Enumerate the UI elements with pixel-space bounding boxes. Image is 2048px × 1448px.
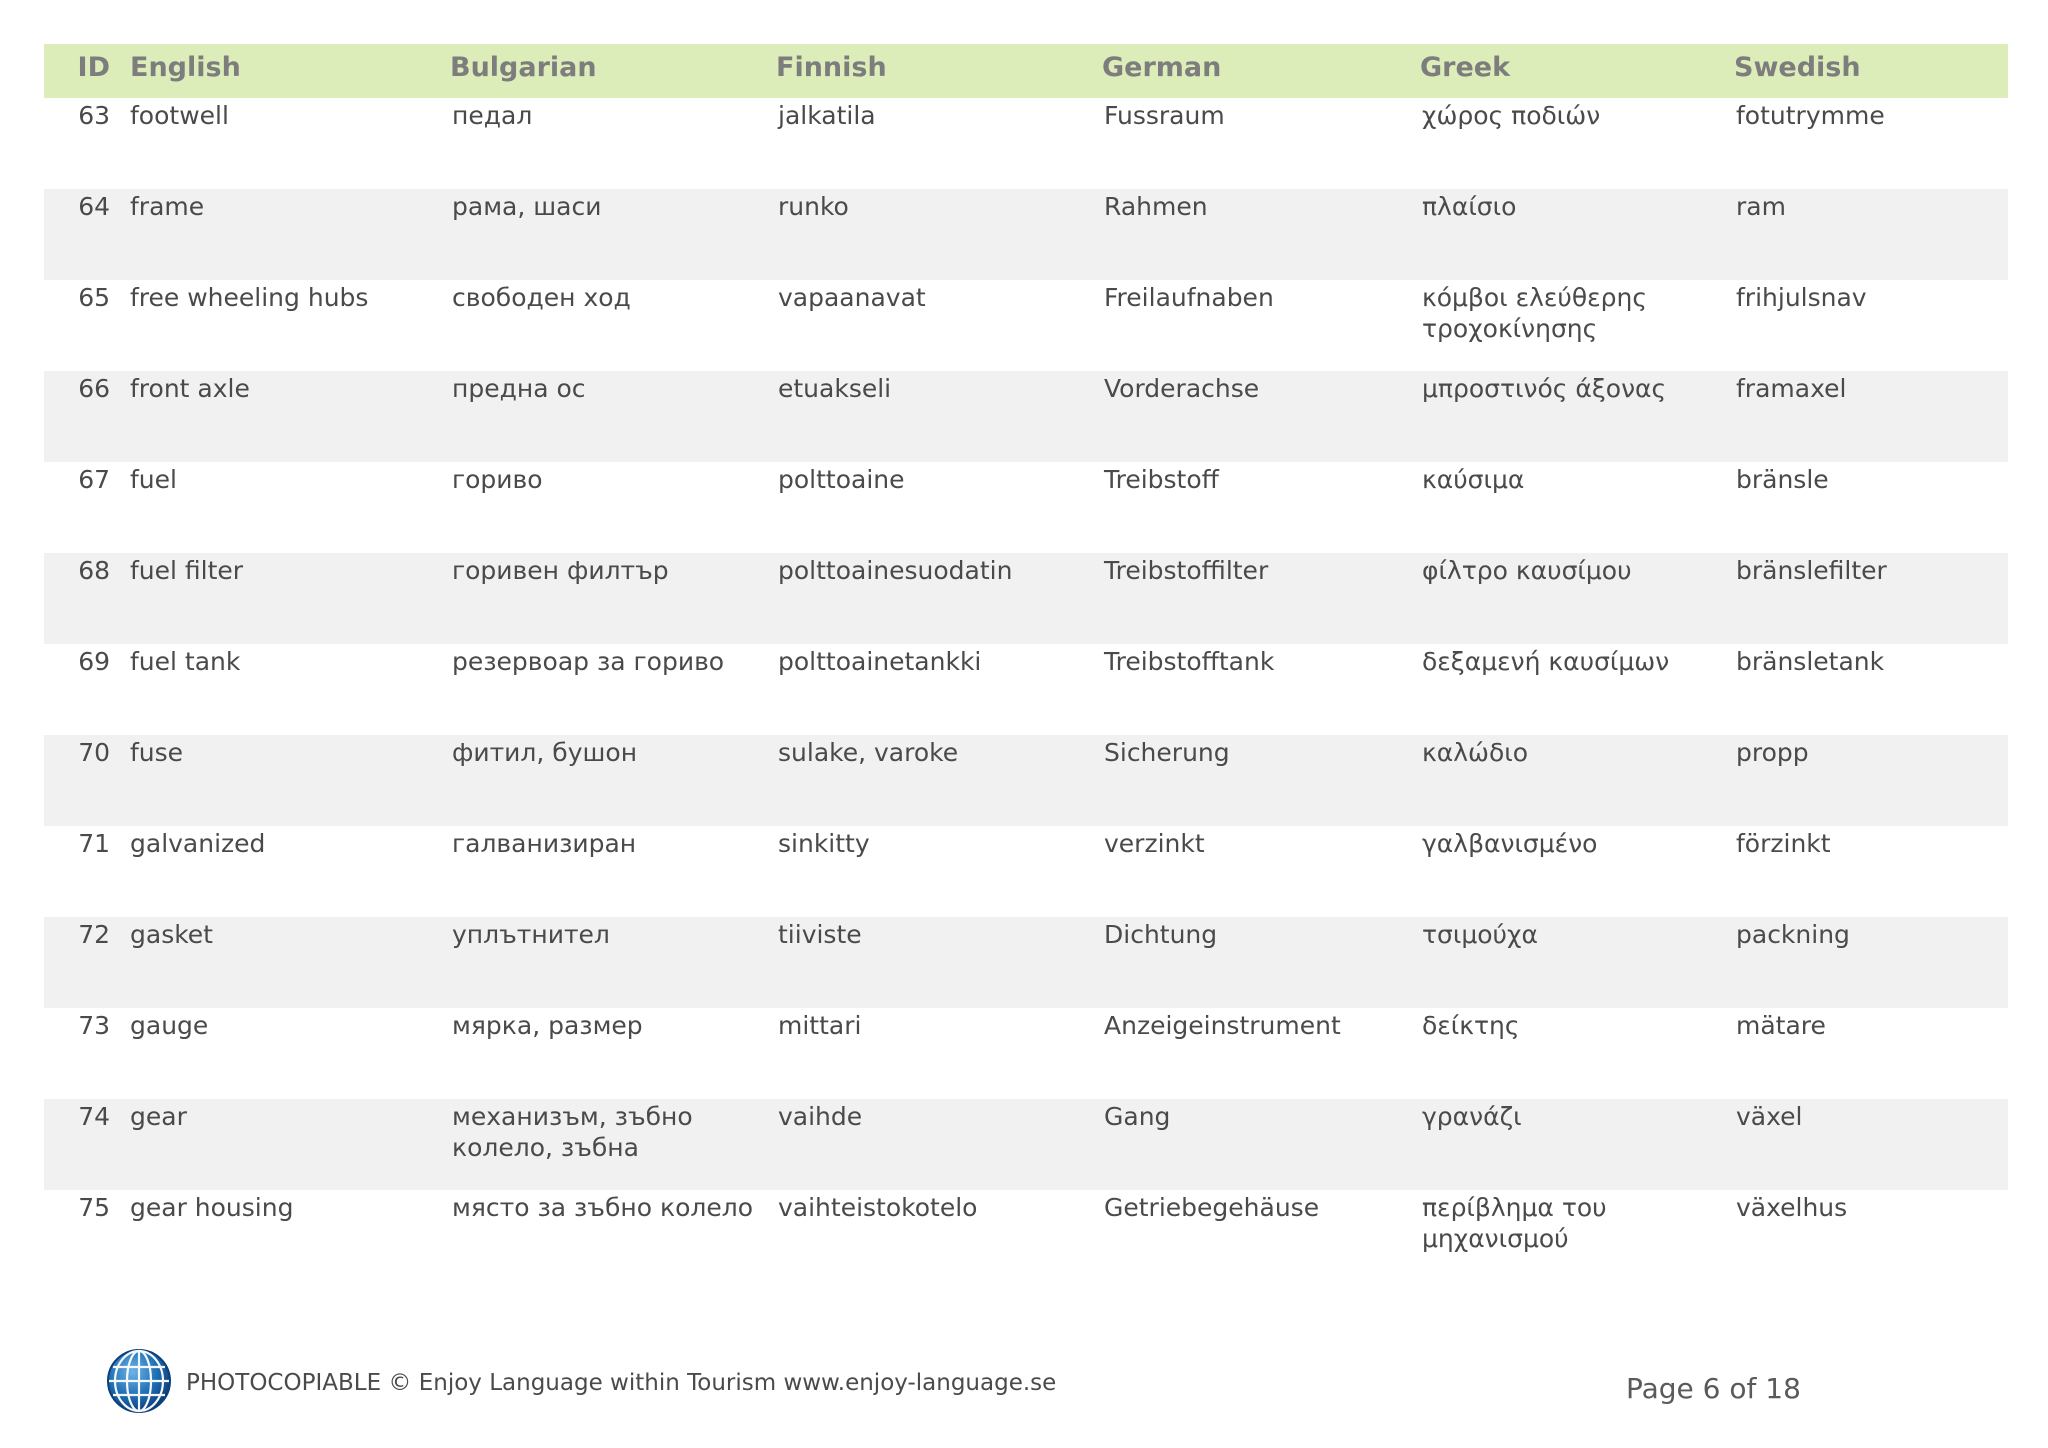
cell-swedish-text: packning bbox=[1736, 920, 1850, 949]
cell-bulgarian bbox=[450, 189, 776, 280]
cell-german-text: Gang bbox=[1104, 1102, 1171, 1131]
cell-english bbox=[130, 371, 450, 462]
cell-swedish-text: bränsle bbox=[1736, 465, 1829, 494]
cell-english bbox=[130, 1008, 450, 1099]
cell-greek-text: πλαίσιο bbox=[1422, 192, 1517, 221]
cell-german bbox=[1102, 735, 1420, 826]
cell-id bbox=[44, 462, 130, 553]
cell-greek bbox=[1420, 189, 1734, 280]
cell-swedish-text: förzinkt bbox=[1736, 829, 1831, 858]
cell-german-text: Fussraum bbox=[1104, 101, 1225, 130]
cell-english bbox=[130, 98, 450, 189]
table-row bbox=[44, 189, 2008, 280]
cell-finnish bbox=[776, 917, 1102, 1008]
cell-finnish bbox=[776, 189, 1102, 280]
cell-bulgarian-text: гориво bbox=[452, 465, 543, 494]
cell-bulgarian-text: уплътнител bbox=[452, 920, 610, 949]
cell-greek bbox=[1420, 98, 1734, 189]
cell-bulgarian-text: механизъм, зъбно колело, зъбна bbox=[452, 1102, 693, 1162]
cell-swedish-text: växel bbox=[1736, 1102, 1803, 1131]
cell-greek-text: κόμβοι ελεύθερης τροχοκίνησης bbox=[1422, 283, 1648, 343]
cell-id bbox=[44, 280, 130, 371]
cell-greek-text: καύσιμα bbox=[1422, 465, 1525, 494]
cell-german-text: Rahmen bbox=[1104, 192, 1208, 221]
cell-swedish bbox=[1734, 1099, 2008, 1190]
cell-english-text: fuel bbox=[130, 465, 177, 494]
cell-english bbox=[130, 280, 450, 371]
cell-greek-text: τσιμούχα bbox=[1422, 920, 1538, 949]
table-row bbox=[44, 826, 2008, 917]
cell-finnish bbox=[776, 462, 1102, 553]
cell-finnish-text: sinkitty bbox=[778, 829, 870, 858]
cell-bulgarian bbox=[450, 826, 776, 917]
cell-finnish-text: polttoainetankki bbox=[778, 647, 982, 676]
table-header-row bbox=[44, 44, 2008, 98]
cell-swedish-text: ram bbox=[1736, 192, 1786, 221]
cell-id bbox=[44, 371, 130, 462]
cell-greek bbox=[1420, 1008, 1734, 1099]
table-row bbox=[44, 1190, 2008, 1281]
cell-id-text: 74 bbox=[78, 1102, 110, 1131]
cell-greek bbox=[1420, 917, 1734, 1008]
cell-finnish-text: jalkatila bbox=[778, 101, 876, 130]
cell-swedish bbox=[1734, 917, 2008, 1008]
cell-bulgarian-text: предна ос bbox=[452, 374, 586, 403]
cell-bulgarian bbox=[450, 98, 776, 189]
table-row bbox=[44, 280, 2008, 371]
cell-english-text: gear housing bbox=[130, 1193, 294, 1222]
cell-greek bbox=[1420, 553, 1734, 644]
cell-english-text: front axle bbox=[130, 374, 250, 403]
cell-greek-text: δεξαμενή καυσίμων bbox=[1422, 647, 1670, 676]
cell-english bbox=[130, 189, 450, 280]
cell-english-text: gasket bbox=[130, 920, 213, 949]
cell-swedish-text: växelhus bbox=[1736, 1193, 1848, 1222]
cell-bulgarian-text: резервоар за гориво bbox=[452, 647, 725, 676]
cell-greek bbox=[1420, 1099, 1734, 1190]
cell-bulgarian-text: свободен ход bbox=[452, 283, 631, 312]
cell-swedish-text: bränsletank bbox=[1736, 647, 1885, 676]
cell-greek-text: καλώδιο bbox=[1422, 738, 1528, 767]
cell-english-text: fuse bbox=[130, 738, 184, 767]
cell-id-text: 67 bbox=[78, 465, 110, 494]
cell-id-text: 68 bbox=[78, 556, 110, 585]
cell-finnish bbox=[776, 1190, 1102, 1281]
cell-id bbox=[44, 1008, 130, 1099]
cell-bulgarian-text: горивен филтър bbox=[452, 556, 669, 585]
cell-greek bbox=[1420, 826, 1734, 917]
page-number: Page 6 of 18 bbox=[1626, 1372, 1801, 1405]
cell-german bbox=[1102, 280, 1420, 371]
cell-english bbox=[130, 1099, 450, 1190]
cell-finnish bbox=[776, 98, 1102, 189]
footer-note: PHOTOCOPIABLE © Enjoy Language within Tourism www.enjoy-language.se bbox=[186, 1370, 1057, 1396]
cell-bulgarian-text: фитил, бушон bbox=[452, 738, 638, 767]
cell-german bbox=[1102, 462, 1420, 553]
cell-swedish-text: fotutrymme bbox=[1736, 101, 1885, 130]
cell-german-text: Vorderachse bbox=[1104, 374, 1260, 403]
page-footer bbox=[106, 1348, 1806, 1418]
table-row bbox=[44, 1099, 2008, 1190]
cell-swedish-text: mätare bbox=[1736, 1011, 1826, 1040]
cell-finnish-text: polttoaine bbox=[778, 465, 905, 494]
cell-swedish bbox=[1734, 462, 2008, 553]
cell-german-text: Sicherung bbox=[1104, 738, 1230, 767]
cell-id-text: 72 bbox=[78, 920, 110, 949]
cell-english bbox=[130, 826, 450, 917]
cell-german bbox=[1102, 189, 1420, 280]
cell-german bbox=[1102, 917, 1420, 1008]
vocabulary-table bbox=[44, 44, 2008, 1281]
cell-bulgarian bbox=[450, 1099, 776, 1190]
cell-german bbox=[1102, 98, 1420, 189]
table-row bbox=[44, 1008, 2008, 1099]
cell-id bbox=[44, 1099, 130, 1190]
cell-english-text: galvanized bbox=[130, 829, 266, 858]
cell-id-text: 63 bbox=[78, 101, 110, 130]
cell-id bbox=[44, 98, 130, 189]
cell-swedish-text: frihjulsnav bbox=[1736, 283, 1867, 312]
cell-german bbox=[1102, 371, 1420, 462]
cell-swedish bbox=[1734, 1008, 2008, 1099]
cell-bulgarian bbox=[450, 644, 776, 735]
cell-bulgarian-text: педал bbox=[452, 101, 533, 130]
cell-greek bbox=[1420, 1190, 1734, 1281]
cell-id bbox=[44, 826, 130, 917]
cell-english bbox=[130, 644, 450, 735]
cell-swedish bbox=[1734, 644, 2008, 735]
header-finnish: Finnish bbox=[776, 44, 1102, 98]
cell-swedish bbox=[1734, 280, 2008, 371]
cell-bulgarian-text: галванизиран bbox=[452, 829, 637, 858]
cell-finnish-text: vaihde bbox=[778, 1102, 863, 1131]
cell-finnish-text: sulake, varoke bbox=[778, 738, 959, 767]
cell-finnish-text: vapaanavat bbox=[778, 283, 926, 312]
cell-german-text: verzinkt bbox=[1104, 829, 1205, 858]
cell-english-text: fuel filter bbox=[130, 556, 244, 585]
cell-english-text: gauge bbox=[130, 1011, 209, 1040]
cell-english bbox=[130, 553, 450, 644]
cell-id-text: 69 bbox=[78, 647, 110, 676]
table-row bbox=[44, 98, 2008, 189]
header-id: ID bbox=[44, 44, 130, 98]
cell-id-text: 65 bbox=[78, 283, 110, 312]
cell-greek bbox=[1420, 280, 1734, 371]
cell-greek bbox=[1420, 462, 1734, 553]
table-row bbox=[44, 644, 2008, 735]
cell-id-text: 71 bbox=[78, 829, 110, 858]
cell-german bbox=[1102, 1008, 1420, 1099]
cell-german bbox=[1102, 1190, 1420, 1281]
cell-greek-text: δείκτης bbox=[1422, 1011, 1520, 1040]
cell-id-text: 70 bbox=[78, 738, 110, 767]
cell-german-text: Getriebegehäuse bbox=[1104, 1193, 1320, 1222]
cell-id-text: 73 bbox=[78, 1011, 110, 1040]
cell-id-text: 66 bbox=[78, 374, 110, 403]
cell-bulgarian bbox=[450, 553, 776, 644]
cell-finnish-text: tiiviste bbox=[778, 920, 862, 949]
header-german: German bbox=[1102, 44, 1420, 98]
cell-greek-text: χώρος ποδιών bbox=[1422, 101, 1601, 130]
table-row bbox=[44, 553, 2008, 644]
cell-greek-text: γρανάζι bbox=[1422, 1102, 1522, 1131]
cell-greek-text: μπροστινός άξονας bbox=[1422, 374, 1667, 403]
cell-id bbox=[44, 735, 130, 826]
cell-german-text: Anzeigeinstrument bbox=[1104, 1011, 1341, 1040]
cell-bulgarian-text: рама, шаси bbox=[452, 192, 602, 221]
cell-swedish bbox=[1734, 371, 2008, 462]
cell-german-text: Dichtung bbox=[1104, 920, 1218, 949]
cell-english-text: free wheeling hubs bbox=[130, 283, 369, 312]
cell-bulgarian bbox=[450, 917, 776, 1008]
cell-bulgarian bbox=[450, 280, 776, 371]
header-swedish: Swedish bbox=[1734, 44, 2008, 98]
table-row bbox=[44, 371, 2008, 462]
cell-swedish bbox=[1734, 1190, 2008, 1281]
cell-finnish bbox=[776, 1099, 1102, 1190]
cell-swedish-text: framaxel bbox=[1736, 374, 1847, 403]
cell-finnish bbox=[776, 644, 1102, 735]
cell-id bbox=[44, 189, 130, 280]
table-row bbox=[44, 917, 2008, 1008]
cell-finnish-text: runko bbox=[778, 192, 849, 221]
cell-bulgarian-text: място за зъбно колело bbox=[452, 1193, 754, 1222]
cell-swedish bbox=[1734, 98, 2008, 189]
cell-german-text: Treibstofftank bbox=[1104, 647, 1275, 676]
cell-english-text: footwell bbox=[130, 101, 229, 130]
cell-english bbox=[130, 735, 450, 826]
cell-english bbox=[130, 917, 450, 1008]
cell-swedish-text: propp bbox=[1736, 738, 1809, 767]
cell-german-text: Freilaufnaben bbox=[1104, 283, 1274, 312]
cell-bulgarian bbox=[450, 1008, 776, 1099]
cell-swedish bbox=[1734, 553, 2008, 644]
cell-id bbox=[44, 644, 130, 735]
cell-id bbox=[44, 917, 130, 1008]
cell-finnish bbox=[776, 371, 1102, 462]
cell-english bbox=[130, 462, 450, 553]
cell-greek bbox=[1420, 735, 1734, 826]
cell-id bbox=[44, 1190, 130, 1281]
table-row bbox=[44, 735, 2008, 826]
cell-swedish bbox=[1734, 826, 2008, 917]
cell-finnish-text: polttoainesuodatin bbox=[778, 556, 1013, 585]
cell-finnish-text: mittari bbox=[778, 1011, 862, 1040]
header-greek: Greek bbox=[1420, 44, 1734, 98]
cell-finnish bbox=[776, 826, 1102, 917]
cell-finnish bbox=[776, 1008, 1102, 1099]
cell-english-text: gear bbox=[130, 1102, 187, 1131]
cell-swedish bbox=[1734, 735, 2008, 826]
cell-bulgarian bbox=[450, 371, 776, 462]
cell-english bbox=[130, 1190, 450, 1281]
cell-german bbox=[1102, 553, 1420, 644]
cell-german bbox=[1102, 644, 1420, 735]
table-row bbox=[44, 462, 2008, 553]
cell-swedish bbox=[1734, 189, 2008, 280]
cell-english-text: fuel tank bbox=[130, 647, 241, 676]
cell-greek-text: περίβλημα του μηχανισμού bbox=[1422, 1193, 1607, 1253]
cell-bulgarian bbox=[450, 735, 776, 826]
header-english: English bbox=[130, 44, 450, 98]
cell-bulgarian bbox=[450, 1190, 776, 1281]
cell-greek-text: φίλτρο καυσίμου bbox=[1422, 556, 1632, 585]
cell-german-text: Treibstoffilter bbox=[1104, 556, 1269, 585]
cell-swedish-text: bränslefilter bbox=[1736, 556, 1887, 585]
header-bulgarian: Bulgarian bbox=[450, 44, 776, 98]
cell-finnish bbox=[776, 735, 1102, 826]
cell-bulgarian bbox=[450, 462, 776, 553]
cell-german-text: Treibstoff bbox=[1104, 465, 1219, 494]
cell-bulgarian-text: мярка, размер bbox=[452, 1011, 643, 1040]
cell-finnish bbox=[776, 553, 1102, 644]
cell-english-text: frame bbox=[130, 192, 205, 221]
cell-finnish-text: etuakseli bbox=[778, 374, 892, 403]
cell-finnish bbox=[776, 280, 1102, 371]
cell-id bbox=[44, 553, 130, 644]
cell-id-text: 64 bbox=[78, 192, 110, 221]
cell-finnish-text: vaihteistokotelo bbox=[778, 1193, 978, 1222]
cell-german bbox=[1102, 1099, 1420, 1190]
cell-greek bbox=[1420, 371, 1734, 462]
cell-greek bbox=[1420, 644, 1734, 735]
cell-german bbox=[1102, 826, 1420, 917]
cell-greek-text: γαλβανισμένο bbox=[1422, 829, 1598, 858]
cell-id-text: 75 bbox=[78, 1193, 110, 1222]
table-body bbox=[44, 98, 2008, 1281]
globe-icon bbox=[106, 1348, 172, 1414]
